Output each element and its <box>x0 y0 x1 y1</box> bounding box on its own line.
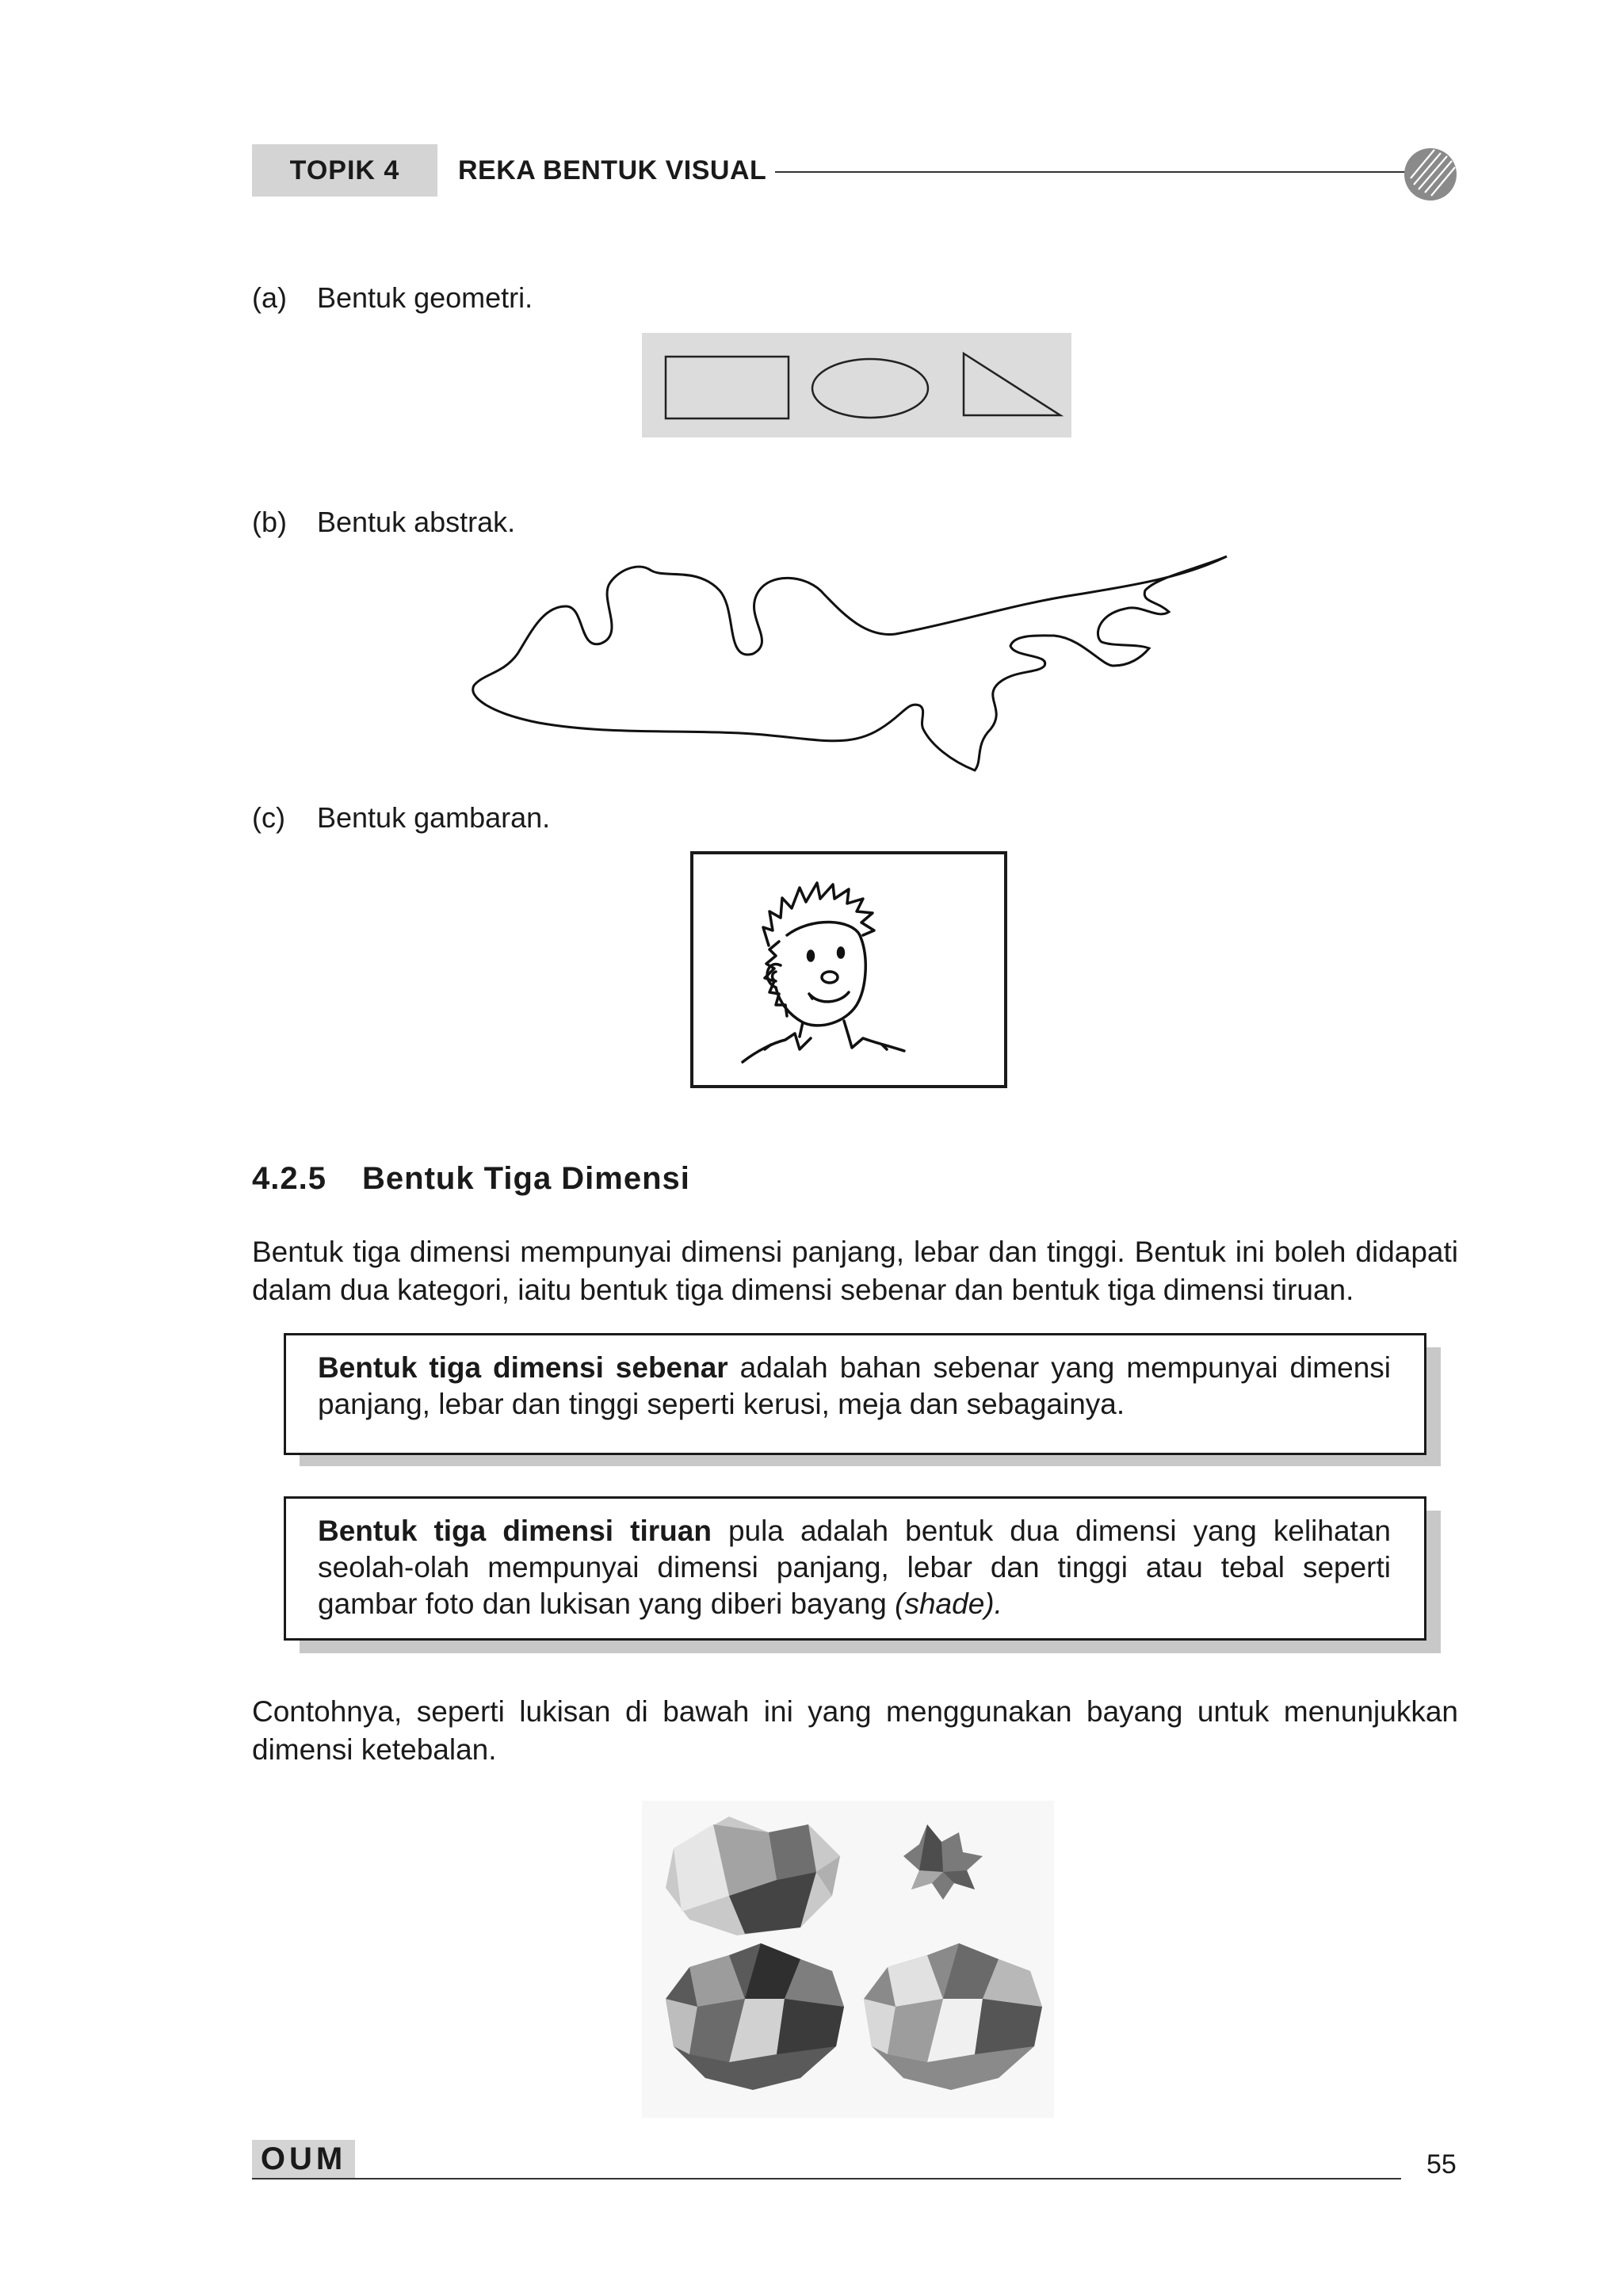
shaded-3d-shapes-figure <box>642 1801 1054 2118</box>
page-number: 55 <box>1426 2149 1457 2179</box>
footer-rule <box>252 2178 1401 2179</box>
item-b-label: (b) <box>252 506 287 538</box>
item-a-text: Bentuk geometri. <box>317 281 533 314</box>
item-c-label: (c) <box>252 801 285 834</box>
callout-artificial <box>284 1496 1426 1641</box>
item-b-text: Bentuk abstrak. <box>317 506 516 538</box>
footer-brand: OUM <box>252 2140 355 2178</box>
callout-artificial-italic: (shade). <box>895 1587 1002 1620</box>
light-polyhedron-shape <box>864 1943 1042 2090</box>
callout-artificial-text <box>318 1513 1391 1622</box>
faceted-cube-shape <box>666 1817 840 1935</box>
boy-portrait-figure <box>690 851 1007 1088</box>
item-a-label: (a) <box>252 281 287 314</box>
callout-artificial-body: pula adalah bentuk dua dimensi yang kelihatan seolah-olah mempunyai dimensi panjang, lebar dan tinggi atau tebal seperti gambar foto dan lukisan yang diberi bayang <box>318 1515 1391 1620</box>
callout-real <box>284 1333 1426 1455</box>
callout-real-body: adalah bahan sebenar yang mempunyai dimensi panjang, lebar dan tinggi seperti kerusi, meja dan sebagainya. <box>318 1351 1391 1420</box>
example-paragraph: Contohnya, seperti lukisan di bawah ini yang menggunakan bayang untuk menunjukkan dimensi ketebalan. <box>252 1695 1458 1766</box>
callout-artificial-term: Bentuk tiga dimensi tiruan <box>318 1515 712 1547</box>
ellipse-shape <box>812 359 928 418</box>
topic-label: TOPIK 4 <box>252 144 437 197</box>
striped-circle-icon <box>1403 147 1458 202</box>
abstract-shape-figure <box>468 547 1236 777</box>
callout-real-text <box>318 1350 1391 1423</box>
rectangle-shape <box>666 357 789 418</box>
dark-polyhedron-shape <box>666 1943 844 2090</box>
geometric-shapes-figure <box>642 333 1071 437</box>
callout-real-term: Bentuk tiga dimensi sebenar <box>318 1351 728 1384</box>
topic-title: REKA BENTUK VISUAL <box>458 155 767 185</box>
small-spiky-star-shape <box>903 1824 983 1900</box>
triangle-shape <box>964 353 1060 415</box>
section-number: 4.2.5 <box>252 1161 327 1196</box>
header-rule <box>775 171 1409 173</box>
boy-cartoon-icon <box>693 854 1004 1085</box>
intro-paragraph: Bentuk tiga dimensi mempunyai dimensi panjang, lebar dan tinggi. Bentuk ini boleh didapati dalam dua kategori, iaitu bentuk tiga dimensi sebenar dan bentuk tiga dimensi tiruan. <box>252 1236 1458 1306</box>
section-title: Bentuk Tiga Dimensi <box>362 1161 690 1196</box>
item-c-text: Bentuk gambaran. <box>317 801 551 834</box>
